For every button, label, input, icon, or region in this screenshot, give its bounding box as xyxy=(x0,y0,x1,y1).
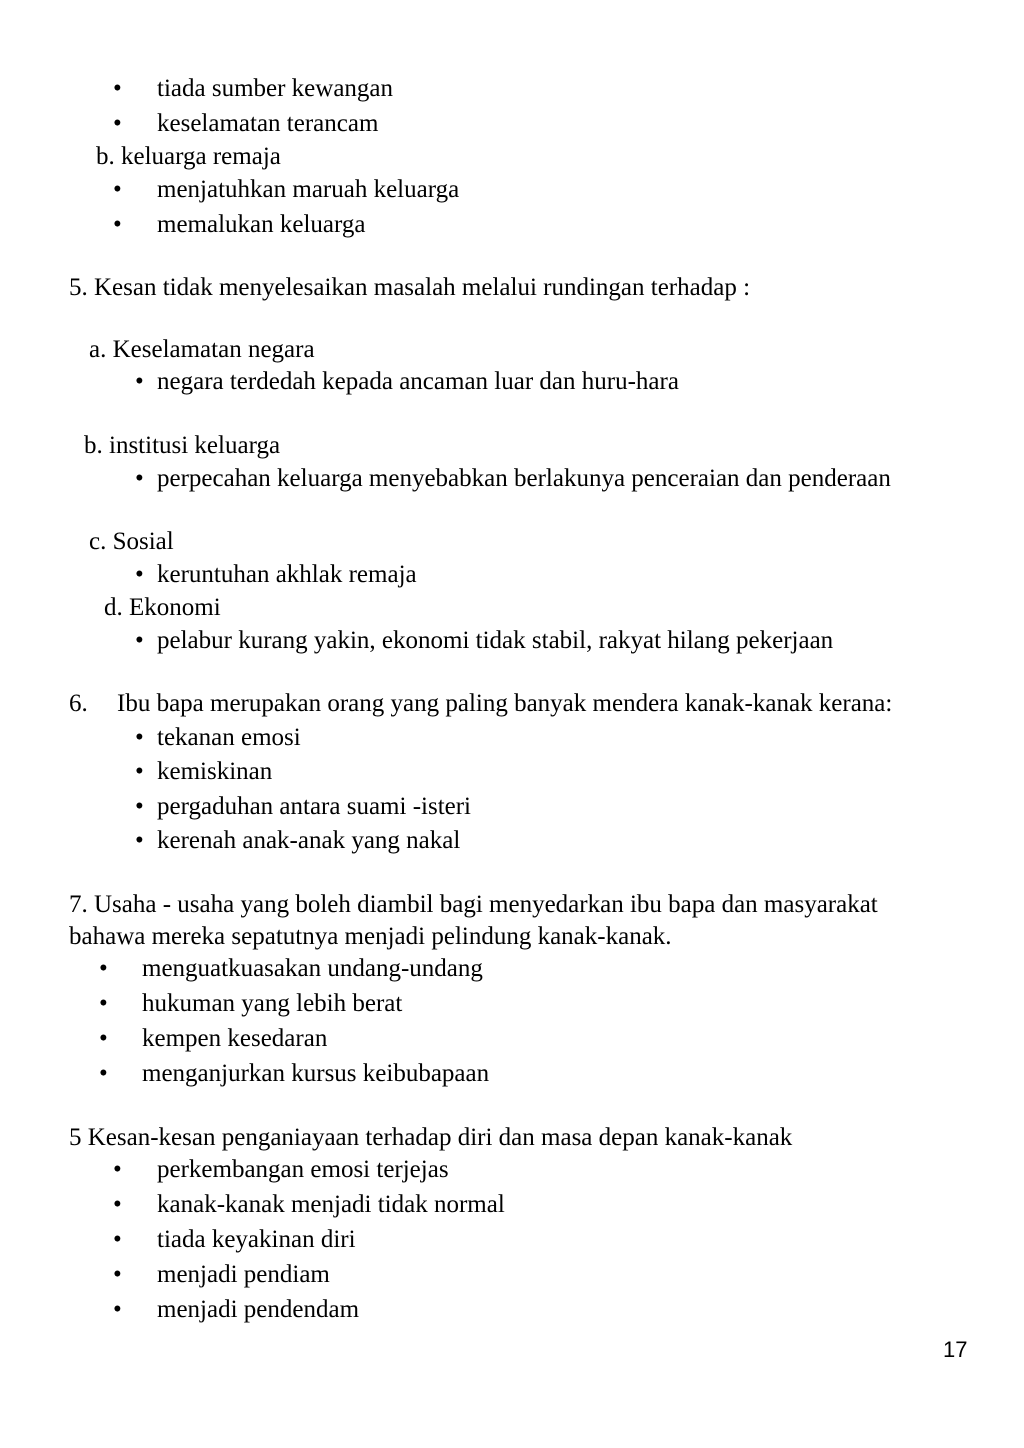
list-item: kanak-kanak menjadi tidak normal xyxy=(157,1191,505,1218)
bullet-icon: • xyxy=(135,793,144,820)
list-item: tiada keyakinan diri xyxy=(157,1226,356,1253)
section-heading: Ibu bapa merupakan orang yang paling banyak mendera kanak-kanak kerana: xyxy=(117,690,893,717)
list-item: keselamatan terancam xyxy=(157,110,379,137)
bullet-icon: • xyxy=(99,990,108,1017)
bullet-icon: • xyxy=(113,211,122,238)
bullet-icon: • xyxy=(113,1296,122,1323)
bullet-icon: • xyxy=(113,110,122,137)
sub-heading: b. keluarga remaja xyxy=(96,143,281,170)
bullet-icon: • xyxy=(113,176,122,203)
sub-heading: c. Sosial xyxy=(89,528,174,555)
list-item: pelabur kurang yakin, ekonomi tidak stabil, rakyat hilang pekerjaan xyxy=(157,627,834,654)
bullet-icon: • xyxy=(113,1156,122,1183)
list-item: tekanan emosi xyxy=(157,724,301,751)
list-item: tiada sumber kewangan xyxy=(157,75,394,102)
section-heading-continued: bahawa mereka sepatutnya menjadi pelindung kanak-kanak. xyxy=(69,923,672,950)
list-item: memalukan keluarga xyxy=(157,211,366,238)
list-item: keruntuhan akhlak remaja xyxy=(157,561,417,588)
bullet-icon: • xyxy=(135,827,144,854)
list-item: kerenah anak-anak yang nakal xyxy=(157,827,461,854)
section-heading: 5 Kesan-kesan penganiayaan terhadap diri dan masa depan kanak-kanak xyxy=(69,1124,793,1151)
bullet-icon: • xyxy=(135,627,144,654)
bullet-icon: • xyxy=(135,465,144,492)
list-item: menjatuhkan maruah keluarga xyxy=(157,176,460,203)
bullet-icon: • xyxy=(135,758,144,785)
list-item: pergaduhan antara suami -isteri xyxy=(157,793,472,820)
list-item: kemiskinan xyxy=(157,758,273,785)
list-item: perkembangan emosi terjejas xyxy=(157,1156,449,1183)
list-item: kempen kesedaran xyxy=(142,1025,328,1052)
list-item: hukuman yang lebih berat xyxy=(142,990,403,1017)
sub-heading: d. Ekonomi xyxy=(104,594,221,621)
list-item: perpecahan keluarga menyebabkan berlakunya penceraian dan penderaan xyxy=(157,465,891,492)
bullet-icon: • xyxy=(113,1226,122,1253)
bullet-icon: • xyxy=(113,1191,122,1218)
sub-heading: a. Keselamatan negara xyxy=(89,336,315,363)
bullet-icon: • xyxy=(99,1060,108,1087)
bullet-icon: • xyxy=(99,955,108,982)
page-number: 17 xyxy=(943,1337,968,1362)
bullet-icon: • xyxy=(113,75,122,102)
section-heading: 7. Usaha - usaha yang boleh diambil bagi menyedarkan ibu bapa dan masyarakat xyxy=(69,891,878,918)
bullet-icon: • xyxy=(99,1025,108,1052)
list-item: menjadi pendiam xyxy=(157,1261,330,1288)
list-item: menganjurkan kursus keibubapaan xyxy=(142,1060,490,1087)
bullet-icon: • xyxy=(135,368,144,395)
bullet-icon: • xyxy=(135,561,144,588)
sub-heading: b. institusi keluarga xyxy=(84,432,281,459)
bullet-icon: • xyxy=(135,724,144,751)
bullet-icon: • xyxy=(113,1261,122,1288)
list-item: negara terdedah kepada ancaman luar dan huru-hara xyxy=(157,368,679,395)
section-number: 6. xyxy=(69,690,88,717)
section-heading: 5. Kesan tidak menyelesaikan masalah melalui rundingan terhadap : xyxy=(69,274,751,301)
list-item: menguatkuasakan undang-undang xyxy=(142,955,483,982)
list-item: menjadi pendendam xyxy=(157,1296,360,1323)
